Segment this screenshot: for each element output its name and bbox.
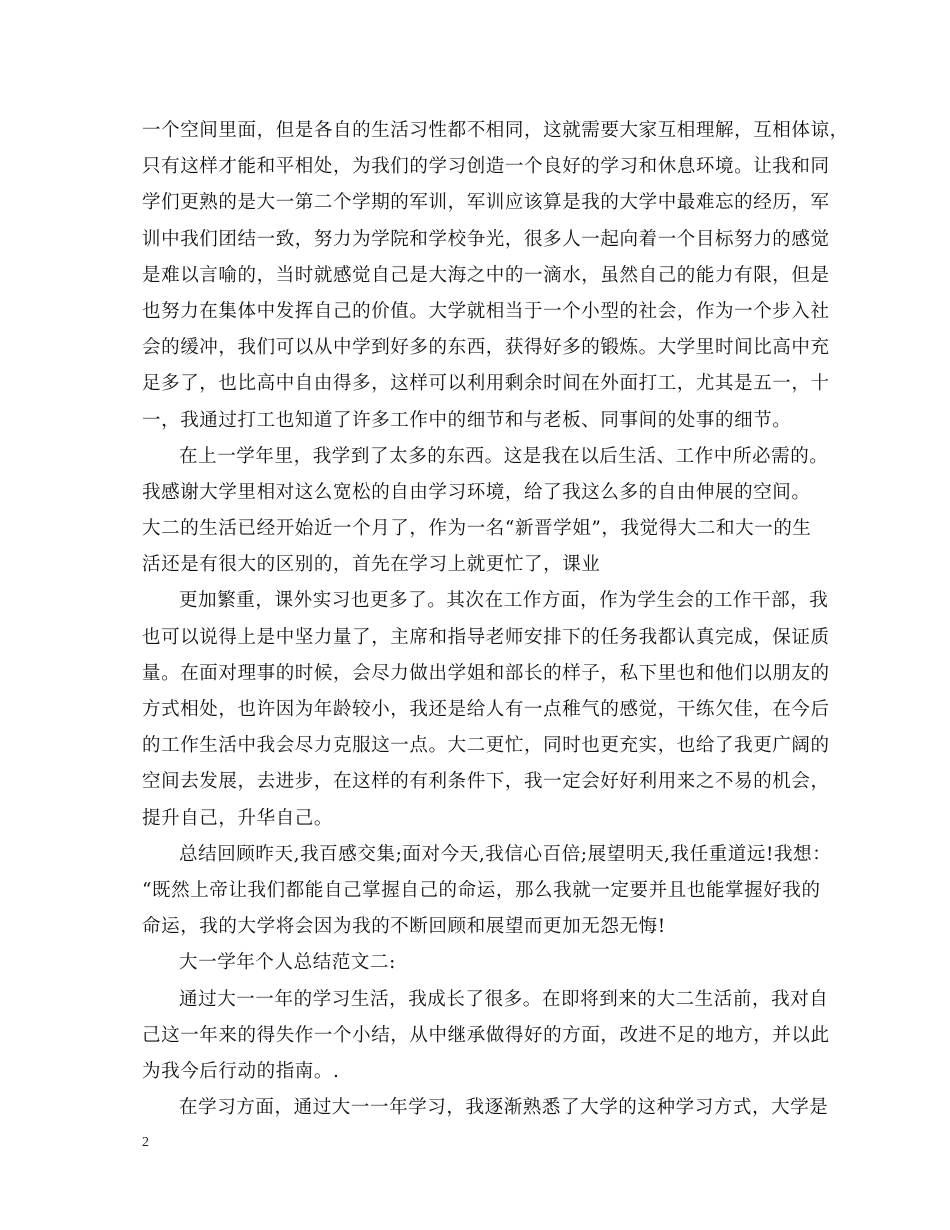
text-line: 量。在面对理事的时候，会尽力做出学姐和部长的样子，私下里也和他们以朋友的 [142, 662, 830, 684]
text-line: 通过大一一年的学习生活，我成长了很多。在即将到来的大二生活前，我对自 [179, 988, 829, 1010]
document-body [142, 113, 849, 1126]
text-line: 我感谢大学里相对这么宽松的自由学习环境，给了我这么多的自由伸展的空间。 [142, 481, 811, 503]
text-line: 命运，我的大学将会因为我的不断回顾和展望而更加无怨无悔! [142, 916, 666, 938]
page-number: 2 [142, 1135, 149, 1150]
text-line: 的工作生活中我会尽力克服这一点。大二更忙，同时也更充实，也给了我更广阔的 [142, 735, 830, 757]
text-line: 大二的生活已经开始近一个月了，作为一名“新晋学姐”，我觉得大二和大一的生 [142, 518, 812, 540]
text-line: 只有这样才能和平相处，为我们的学习创造一个良好的学习和休息环境。让我和同 [142, 156, 830, 178]
text-line: 更加繁重，课外实习也更多了。其次在工作方面，作为学生会的工作干部，我 [179, 590, 829, 612]
text-line: 训中我们团结一致，努力为学院和学校争光，很多人一起向着一个目标努力的感觉 [142, 228, 830, 250]
text-line: 方式相处，也许因为年龄较小，我还是给人有一点稚气的感觉，干练欠佳，在今后 [142, 699, 830, 720]
text-line: 会的缓冲，我们可以从中学到好多的东西，获得好多的锻炼。大学里时间比高中充 [142, 337, 830, 359]
text-line: 活还是有很大的区别的，首先在学习上就更忙了，课业 [142, 554, 601, 576]
text-line: 提升自己，升华自己。 [142, 807, 334, 829]
text-line: 空间去发展，去进步，在这样的有利条件下，我一定会好好利用来之不易的机会， [142, 771, 830, 793]
text-line: 一个空间里面，但是各自的生活习性都不相同，这就需要大家互相理解，互相体谅， [142, 120, 849, 141]
text-line: 总结回顾昨天,我百感交集;面对今天,我信心百倍;展望明天,我任重道远!我想： [179, 843, 832, 865]
text-line: 己这一年来的得失作一个小结，从中继承做得好的方面，改进不足的地方，并以此 [142, 1024, 830, 1046]
text-line: 大一学年个人总结范文二: [179, 952, 396, 974]
text-line: 在上一学年里，我学到了太多的东西。这是我在以后生活、工作中所必需的。 [179, 445, 829, 467]
text-line: 一，我通过打工也知道了许多工作中的细节和与老板、同事间的处事的细节。 [142, 409, 792, 431]
text-line: 在学习方面，通过大一一年学习，我逐渐熟悉了大学的这种学习方式，大学是 [179, 1097, 829, 1119]
text-line: “既然上帝让我们都能自己掌握自己的命运，那么我就一定要并且也能掌握好我的 [142, 879, 821, 901]
text-line: 也努力在集体中发挥自己的价值。大学就相当于一个小型的社会，作为一个步入社 [142, 300, 830, 322]
text-line: 也可以说得上是中坚力量了，主席和指导老师安排下的任务我都认真完成，保证质 [142, 626, 830, 648]
text-line: 学们更熟的是大一第二个学期的军训，军训应该算是我的大学中最难忘的经历，军 [142, 192, 830, 214]
text-line: 是难以言喻的，当时就感觉自己是大海之中的一滴水，虽然自己的能力有限，但是 [142, 264, 830, 286]
text-line: 为我今后行动的指南。. [142, 1060, 340, 1082]
text-line: 足多了，也比高中自由得多，这样可以利用剩余时间在外面打工，尤其是五一，十 [142, 373, 830, 395]
